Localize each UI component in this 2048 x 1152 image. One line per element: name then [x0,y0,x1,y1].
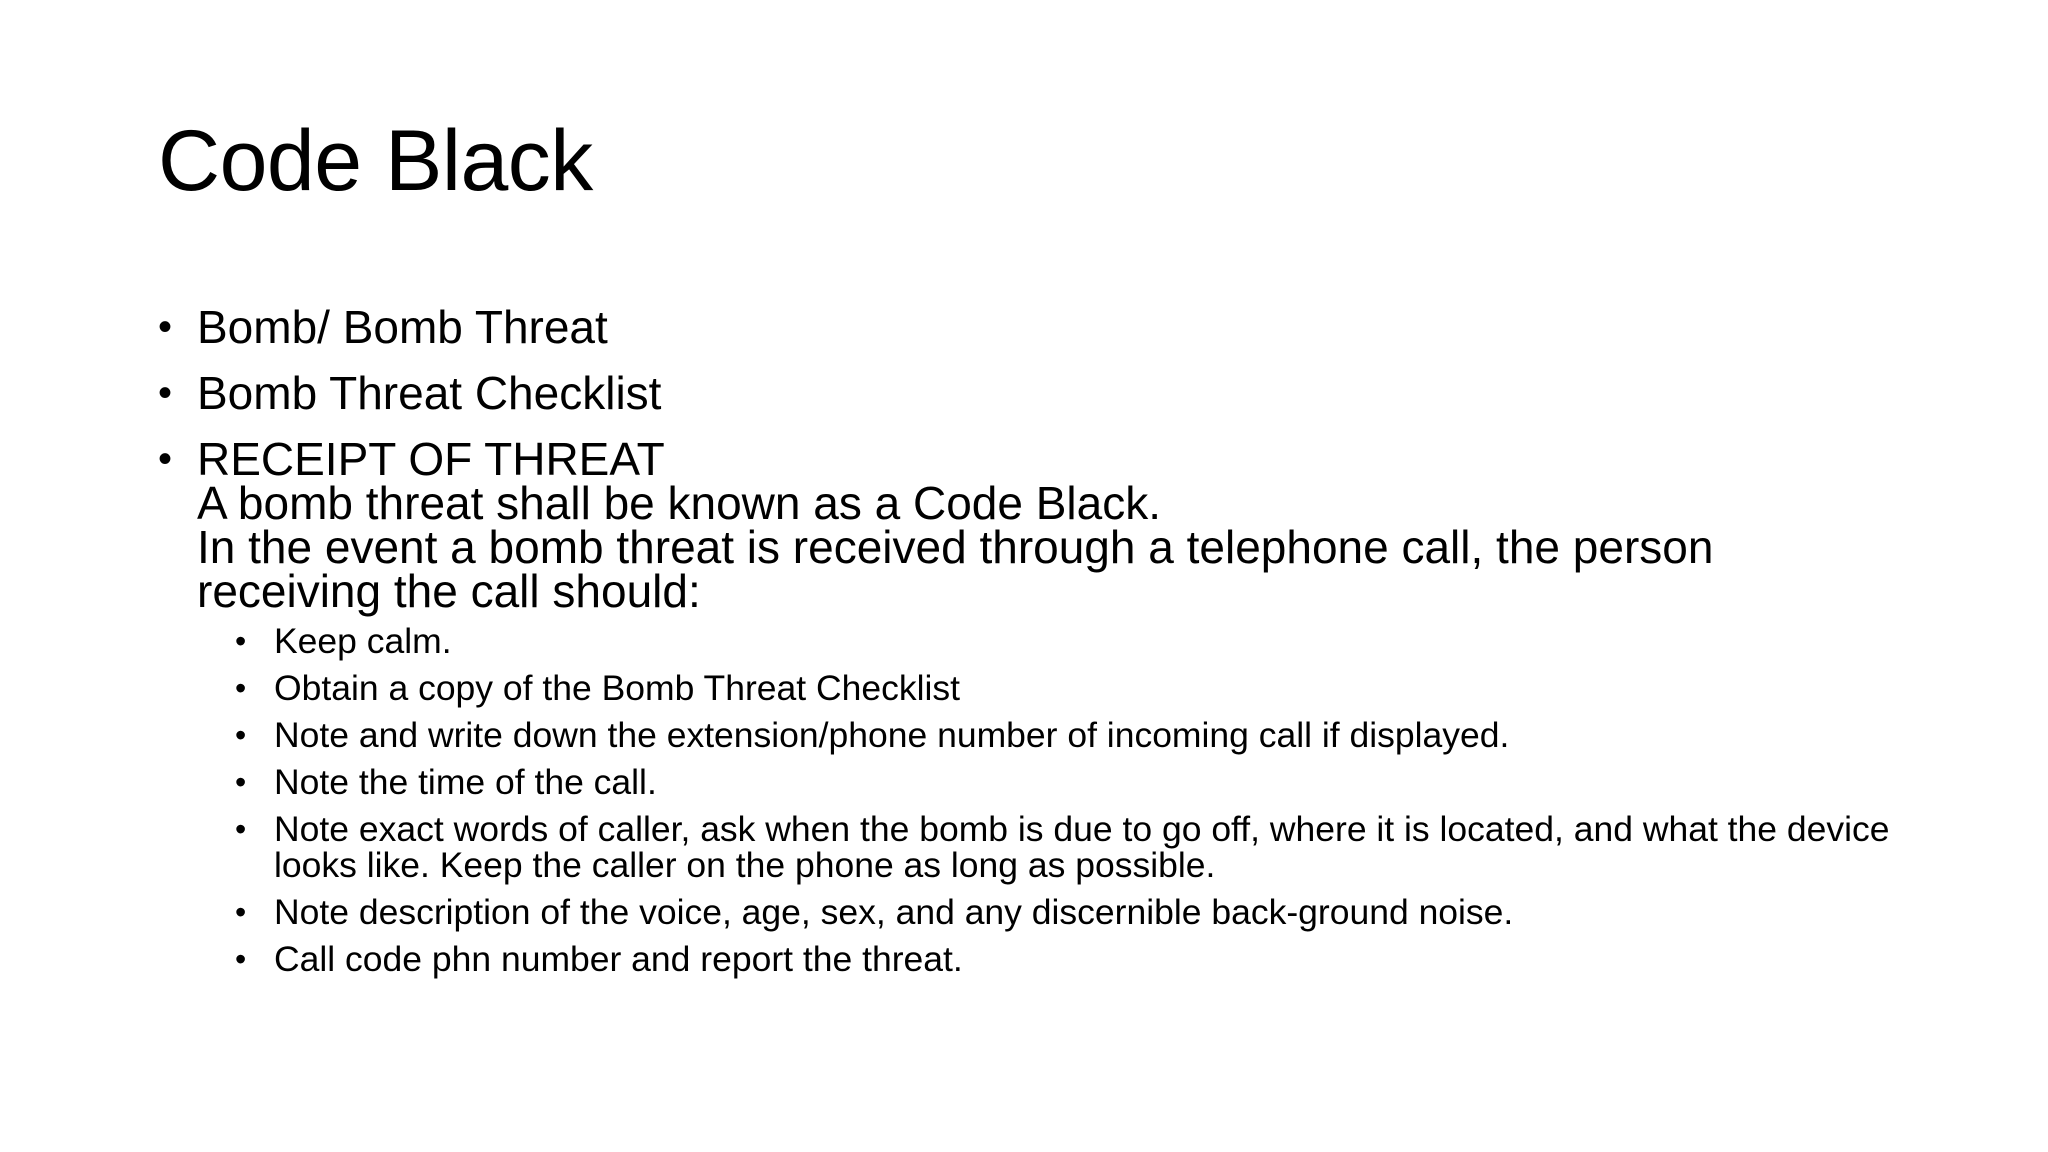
bullet-text: Bomb/ Bomb Threat [197,301,608,353]
sub-bullet-dot: • [235,941,247,977]
bullet-item [158,301,1918,353]
sub-bullet-item [235,811,1918,883]
sub-bullet-dot: • [235,894,247,930]
sub-bullet-item [235,894,1918,930]
sub-bullet-dot: • [235,811,247,847]
section-heading: RECEIPT OF THREAT [197,433,665,485]
sub-bullet-item [235,717,1918,753]
bullet-text: Bomb Threat Checklist [197,367,662,419]
sub-bullet-item [235,941,1918,977]
sub-bullet-text: Note and write down the extension/phone number of incoming call if displayed. [274,715,1510,755]
sub-bullet-dot: • [235,670,247,706]
sub-bullet-text: Note description of the voice, age, sex, and any discernible back-ground noise. [274,892,1514,932]
sub-bullet-dot: • [235,764,247,800]
bullet-dot: • [158,371,173,415]
slide-body [158,301,1918,999]
sub-bullet-item [235,670,1918,706]
section-line: In the event a bomb threat is received through a telephone call, the person [197,521,1714,573]
sub-bullet-text: Call code phn number and report the threat. [274,939,963,979]
sub-bullet-text: Note the time of the call. [274,762,657,802]
bullet-item-receipt-of-threat [158,433,1918,979]
sub-bullet-text: Note exact words of caller, ask when the bomb is due to go off, where it is located, and what the device looks like. Keep the caller on the phone as long as possible. [274,809,1890,885]
bullet-dot: • [158,305,173,349]
bullet-dot: • [158,437,173,481]
section-line: A bomb threat shall be known as a Code Black. [197,477,1162,529]
bullet-list [158,301,1918,979]
sub-bullet-text: Obtain a copy of the Bomb Threat Checklist [274,668,961,708]
slide-title: Code Black [158,113,593,209]
sub-bullet-list [197,623,1918,977]
sub-bullet-dot: • [235,623,247,659]
sub-bullet-item [235,764,1918,800]
sub-bullet-item [235,623,1918,659]
sub-bullet-dot: • [235,717,247,753]
section-line: receiving the call should: [197,565,701,617]
sub-bullet-text: Keep calm. [274,621,452,661]
bullet-item [158,367,1918,419]
